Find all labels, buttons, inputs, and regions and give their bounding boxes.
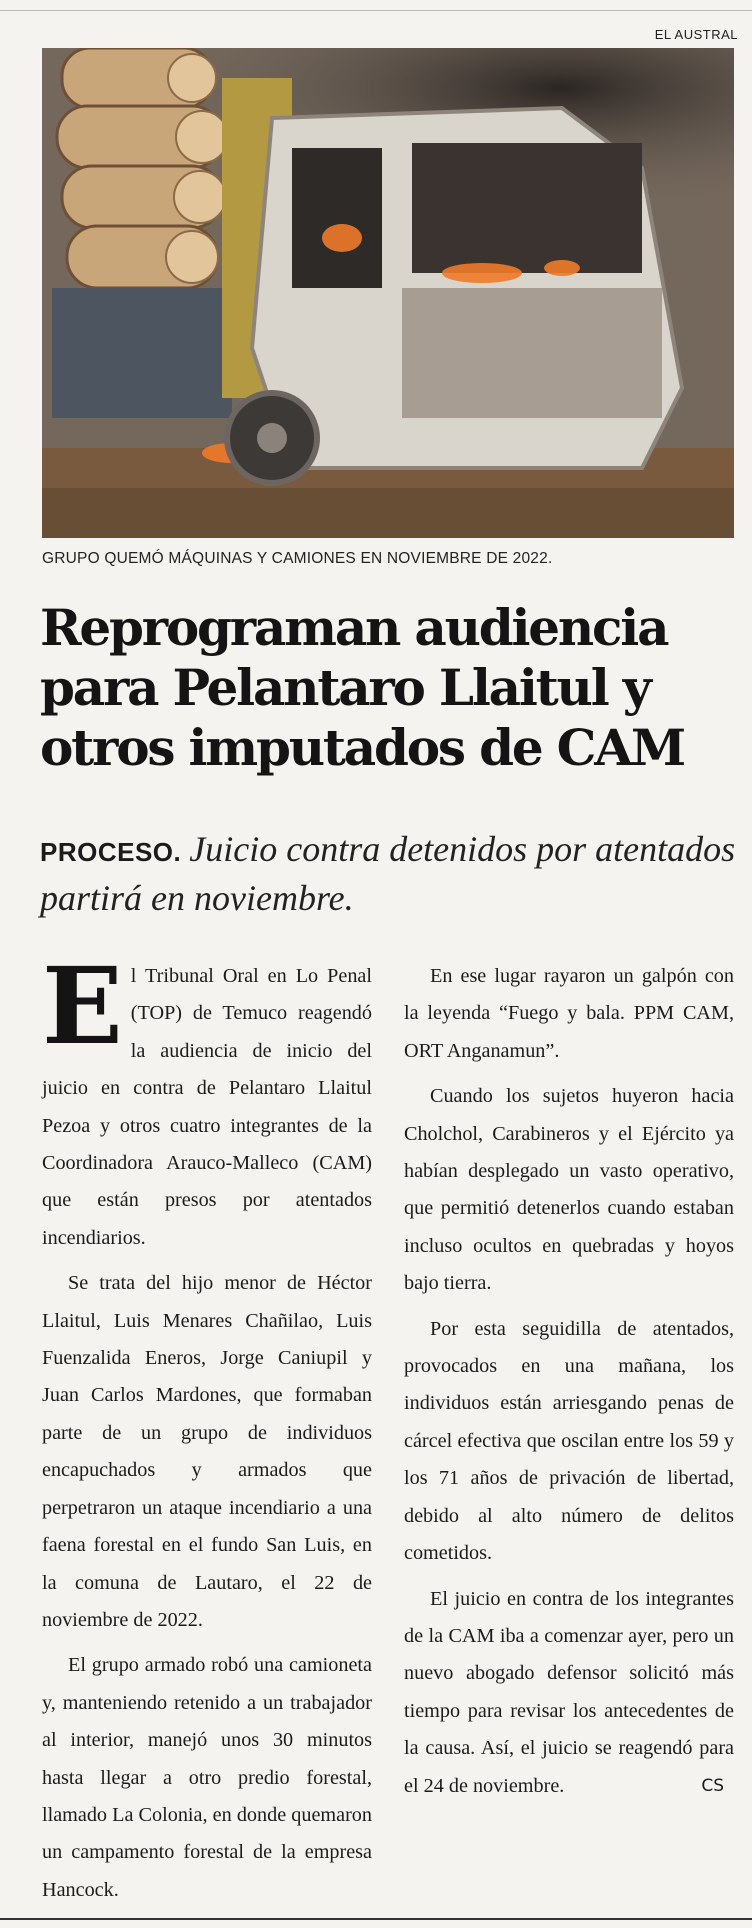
paragraph-5: Cuando los sujetos huyeron hacia Cholchol, Carabineros y el Ejército ya habían desplegado un vasto operativo, que permitió detenerlos cuando estaban incluso ocultos en quebradas y hoyos bajo tierra.	[404, 1085, 734, 1295]
lede	[40, 826, 740, 921]
headline: Reprograman audiencia para Pelantaro Llaitul y otros imputados de CAM	[40, 598, 684, 777]
paragraph-6: Por esta seguidilla de atentados, provocados en una mañana, los individuos están arriesgando penas de cárcel efectiva que oscilan entre los 59 y los 71 años de privación de libertad, debido al alto número de delitos cometidos.	[404, 1317, 734, 1565]
section-kicker: PROCESO.	[40, 837, 182, 867]
paragraph-4: En ese lugar rayaron un galpón con la leyenda “Fuego y bala. PPM CAM, ORT Anganamun”.	[404, 965, 734, 1062]
bottom-rule	[0, 1918, 752, 1920]
burned-truck-photo	[42, 48, 734, 538]
paragraph-1	[42, 943, 372, 1257]
top-rule	[0, 10, 752, 11]
photo-illustration	[42, 48, 734, 538]
lede-deck: Juicio contra detenidos por atentados partirá en noviembre.	[40, 829, 736, 918]
article-column-right	[404, 958, 734, 1813]
paragraph-1-text: l Tribunal Oral en Lo Penal (TOP) de Temuco reagendó la audiencia de inicio del juicio en contra de Pelantaro Llaitul Pezoa y otros cuatro integrantes de la Coordinadora Arauco-Malleco (CAM) que están presos por atentados incendiarios.	[42, 965, 372, 1249]
paragraph-3: El grupo armado robó una camioneta y, manteniendo retenido a un trabajador al interior, manejó unos 30 minutos hasta llegar a otro predio forestal, llamado La Colonia, en donde quemaron un campamento forestal de la empresa Hancock.	[42, 1654, 372, 1901]
dropcap: E	[42, 943, 123, 1068]
paragraph-2: Se trata del hijo menor de Héctor Llaitul, Luis Menares Chañilao, Luis Fuenzalida Eneros, Jorge Caniupil y Juan Carlos Mardones, que formaban parte de un grupo de individuos encapuchados y armados que perpetraron un ataque incendiario a una faena forestal en el fundo San Luis, en la comuna de Lautaro, el 22 de noviembre de 2022.	[42, 1272, 372, 1631]
article-column-left	[42, 943, 372, 1917]
paragraph-7-text: El juicio en contra de los integrantes de la CAM iba a comenzar ayer, pero un nuevo abogado defensor solicitó más tiempo para revisar los antecedentes de la causa. Así, el juicio se reagendó para el 24 de noviembre.	[404, 1587, 734, 1797]
paragraph-7	[404, 1581, 734, 1805]
masthead: EL AUSTRAL	[654, 27, 738, 42]
end-mark: CS	[701, 1775, 724, 1796]
photo-caption: GRUPO QUEMÓ MÁQUINAS Y CAMIONES EN NOVIEMBRE DE 2022.	[42, 550, 553, 567]
